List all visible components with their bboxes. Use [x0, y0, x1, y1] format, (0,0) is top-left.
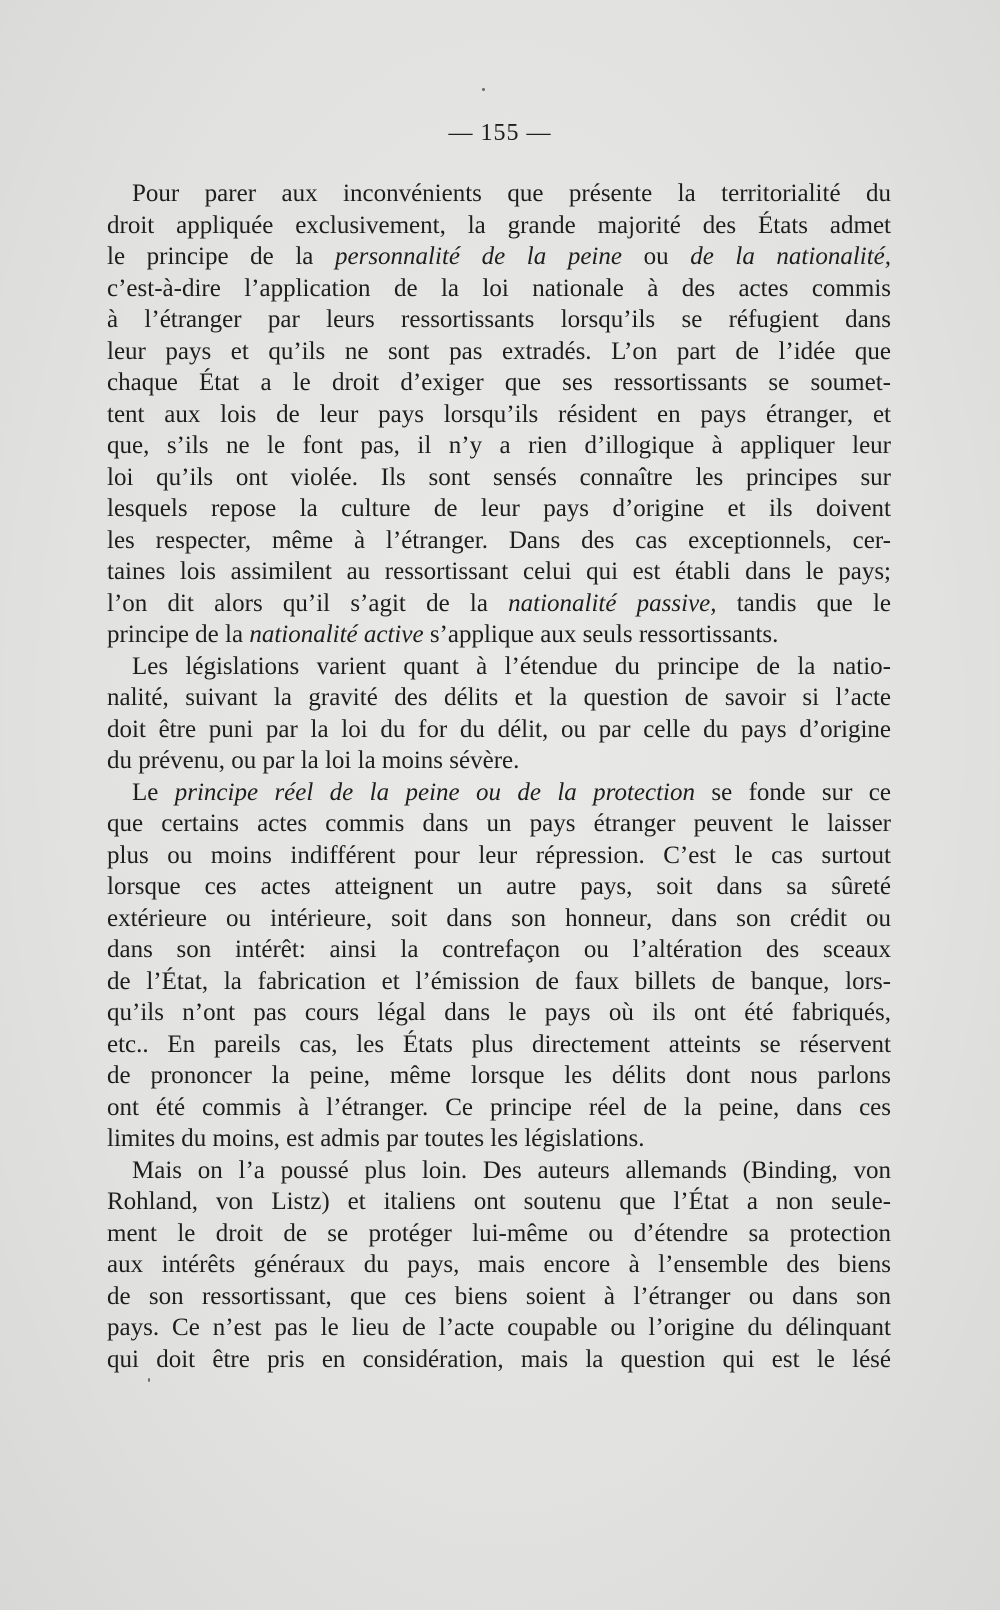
- text-line: [107, 462, 891, 494]
- text-line: [107, 966, 891, 998]
- text-run: les respecter, même à l’étranger. Dans des cas exceptionnels, cer-: [107, 526, 891, 554]
- text-line: [107, 619, 891, 651]
- text-run: lorsque ces actes atteignent un autre pays, soit dans sa sûreté: [107, 873, 891, 900]
- text-line: [107, 840, 891, 872]
- text-line: [107, 367, 891, 399]
- text-run: plus ou moins indifférent pour leur répression. C’est le cas surtout: [107, 841, 891, 869]
- text-line: [107, 651, 891, 683]
- text-run: du prévenu, ou par la loi la moins sévère.: [107, 747, 520, 774]
- text-line: [107, 241, 891, 273]
- text-run: qui doit être pris en considération, mais la question qui est le lésé: [107, 1345, 891, 1373]
- text-run: aux intérêts généraux du pays, mais encore à l’ensemble des biens: [107, 1251, 891, 1278]
- text-run: tent aux lois de leur pays lorsqu’ils résident en pays étranger, et: [107, 400, 891, 428]
- text-run: principe de la: [107, 621, 250, 648]
- text-line: [107, 588, 891, 620]
- text-run: c’est-à-dire l’application de la loi nationale à des actes commis: [107, 274, 891, 302]
- page-number: — 155 —: [448, 120, 552, 146]
- text-run: Rohland, von Listz) et italiens ont soutenu que l’État a non seule-: [107, 1188, 891, 1215]
- text-run: doit être puni par la loi du for du délit, ou par celle du pays d’origine: [107, 715, 891, 743]
- text-run: qu’ils n’ont pas cours légal dans le pays où ils ont été fabriqués,: [107, 999, 891, 1026]
- text-line: [107, 1155, 891, 1187]
- text-run: l’on dit alors qu’il s’agit de la: [107, 589, 509, 617]
- italic-phrase: nationalité active: [249, 621, 424, 648]
- text-line: [107, 1186, 891, 1218]
- text-line: [107, 903, 891, 935]
- text-line: [107, 1344, 891, 1376]
- text-line: [107, 399, 891, 431]
- text-line: [107, 1092, 891, 1124]
- text-run: chaque État a le droit d’exiger que ses ressortissants se soumet-: [107, 369, 891, 396]
- text-run: taines lois assimilent au ressortissant celui qui est établi dans le pays;: [107, 558, 891, 585]
- italic-phrase: personnalité de la peine: [335, 243, 622, 270]
- text-run: extérieure ou intérieure, soit dans son honneur, dans son crédit ou: [107, 904, 891, 932]
- text-line: [107, 997, 891, 1029]
- text-line: [107, 525, 891, 557]
- text-run: s’applique aux seuls ressortissants.: [423, 621, 779, 648]
- text-line: [107, 178, 891, 210]
- text-run: etc.. En pareils cas, les États plus directement atteints se réservent: [107, 1030, 891, 1058]
- text-line: [107, 556, 891, 588]
- text-line: [107, 808, 891, 840]
- italic-phrase: de la nationalité,: [690, 243, 892, 270]
- text-run: Les législations varient quant à l’étendue du principe de la natio-: [132, 652, 891, 680]
- text-line: [107, 336, 891, 368]
- text-line: [107, 714, 891, 746]
- text-run: ou: [621, 243, 691, 270]
- text-run: de l’État, la fabrication et l’émission de faux billets de banque, lors-: [107, 967, 891, 995]
- text-line: [107, 1060, 891, 1092]
- text-line: [107, 745, 891, 777]
- text-line: [107, 1312, 891, 1344]
- text-run: ont été commis à l’étranger. Ce principe réel de la peine, dans ces: [107, 1093, 891, 1121]
- text-run: Le: [132, 778, 175, 806]
- text-line: [107, 777, 891, 809]
- text-line: [107, 1029, 891, 1061]
- text-run: pays. Ce n’est pas le lieu de l’acte coupable ou l’origine du délinquant: [107, 1314, 891, 1341]
- text-run: Pour parer aux inconvénients que présente la territorialité du: [132, 180, 891, 207]
- text-line: [107, 1249, 891, 1281]
- text-run: à l’étranger par leurs ressortissants lorsqu’ils se réfugient dans: [107, 306, 891, 333]
- text-run: se fonde sur ce: [695, 778, 891, 806]
- italic-phrase: principe réel de la peine ou de la protection: [174, 778, 695, 806]
- text-line: [107, 871, 891, 903]
- text-run: ment le droit de se protéger lui-même ou d’étendre sa protection: [107, 1219, 891, 1247]
- text-run: que, s’ils ne le font pas, il n’y a rien d’illogique à appliquer leur: [107, 432, 891, 459]
- text-run: droit appliquée exclusivement, la grande majorité des États admet: [107, 211, 891, 239]
- text-run: nalité, suivant la gravité des délits et la question de savoir si l’acte: [107, 684, 891, 711]
- text-run: le principe de la: [107, 243, 335, 270]
- italic-phrase: nationalité passive,: [508, 589, 717, 617]
- text-line: [107, 1281, 891, 1313]
- text-line: [107, 1218, 891, 1250]
- text-line: [107, 273, 891, 305]
- text-run: de prononcer la peine, même lorsque les délits dont nous parlons: [107, 1062, 891, 1089]
- text-run: lesquels repose la culture de leur pays d’origine et ils doivent: [107, 495, 891, 522]
- paper-speck: [148, 1378, 150, 1382]
- text-line: [107, 934, 891, 966]
- text-run: loi qu’ils ont violée. Ils sont sensés connaître les principes sur: [107, 463, 891, 491]
- text-run: dans son intérêt: ainsi la contrefaçon ou l’altération des sceaux: [107, 936, 891, 963]
- body-text: [107, 178, 891, 1375]
- text-run: de son ressortissant, que ces biens soient à l’étranger ou dans son: [107, 1282, 891, 1310]
- paper-speck: [482, 88, 485, 91]
- text-run: Mais on l’a poussé plus loin. Des auteurs allemands (Binding, von: [132, 1156, 891, 1184]
- text-line: [107, 430, 891, 462]
- text-line: [107, 304, 891, 336]
- text-run: limites du moins, est admis par toutes les législations.: [107, 1125, 645, 1152]
- text-line: [107, 493, 891, 525]
- text-run: leur pays et qu’ils ne sont pas extradés. L’on part de l’idée que: [107, 337, 891, 365]
- text-run: que certains actes commis dans un pays étranger peuvent le laisser: [107, 810, 891, 837]
- text-line: [107, 1123, 891, 1155]
- text-line: [107, 682, 891, 714]
- text-run: tandis que le: [716, 589, 892, 617]
- text-line: [107, 210, 891, 242]
